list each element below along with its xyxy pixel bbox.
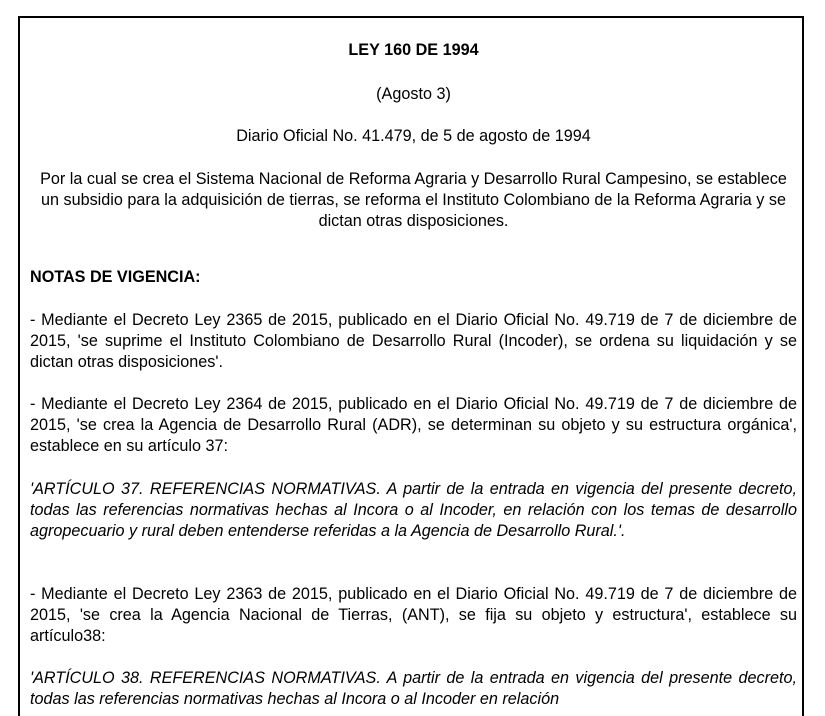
law-epigraph: Por la cual se crea el Sistema Nacional de Reforma Agraria y Desarrollo Rural Campesino, se establece un subsidio para la adquisición de tierras, se reforma el Instituto Colombiano de la Reforma Agraria y se dictan otras disposiciones.: [40, 170, 787, 230]
document-frame: [18, 16, 804, 716]
quoted-articulo-38: 'ARTÍCULO 38. REFERENCIAS NORMATIVAS. A partir de la entrada en vigencia del presente decreto, todas las referencias normativas hechas al Incora o al Incoder en relación: [30, 669, 797, 708]
diario-oficial-reference: Diario Oficial No. 41.479, de 5 de agosto de 1994: [236, 127, 591, 145]
vigencia-note-decreto-2364: - Mediante el Decreto Ley 2364 de 2015, publicado en el Diario Oficial No. 49.719 de 7 de diciembre de 2015, 'se crea la Agencia de Desarrollo Rural (ADR), se determinan su objeto y su estructura orgánica', establece en su artículo 37:: [30, 395, 797, 455]
law-title: LEY 160 DE 1994: [348, 41, 479, 59]
law-date: (Agosto 3): [376, 85, 451, 103]
vigencia-note-decreto-2363: - Mediante el Decreto Ley 2363 de 2015, publicado en el Diario Oficial No. 49.719 de 7 de diciembre de 2015, 'se crea la Agencia Nacional de Tierras, (ANT), se fija su objeto y estructura', establece su artículo38:: [30, 585, 797, 645]
quoted-articulo-37: 'ARTÍCULO 37. REFERENCIAS NORMATIVAS. A partir de la entrada en vigencia del presente decreto, todas las referencias normativas hechas al Incora o al Incoder, en relación con los temas de desarrollo agropecuario y rural deben entenderse referidas a la Agencia de Desarrollo Rural.'.: [30, 480, 797, 540]
notas-de-vigencia-heading: NOTAS DE VIGENCIA:: [30, 268, 201, 286]
vigencia-note-decreto-2365: - Mediante el Decreto Ley 2365 de 2015, publicado en el Diario Oficial No. 49.719 de 7 de diciembre de 2015, 'se suprime el Instituto Colombiano de Desarrollo Rural (Incoder), se ordena su liquidación y se dictan otras disposiciones'.: [30, 311, 797, 371]
